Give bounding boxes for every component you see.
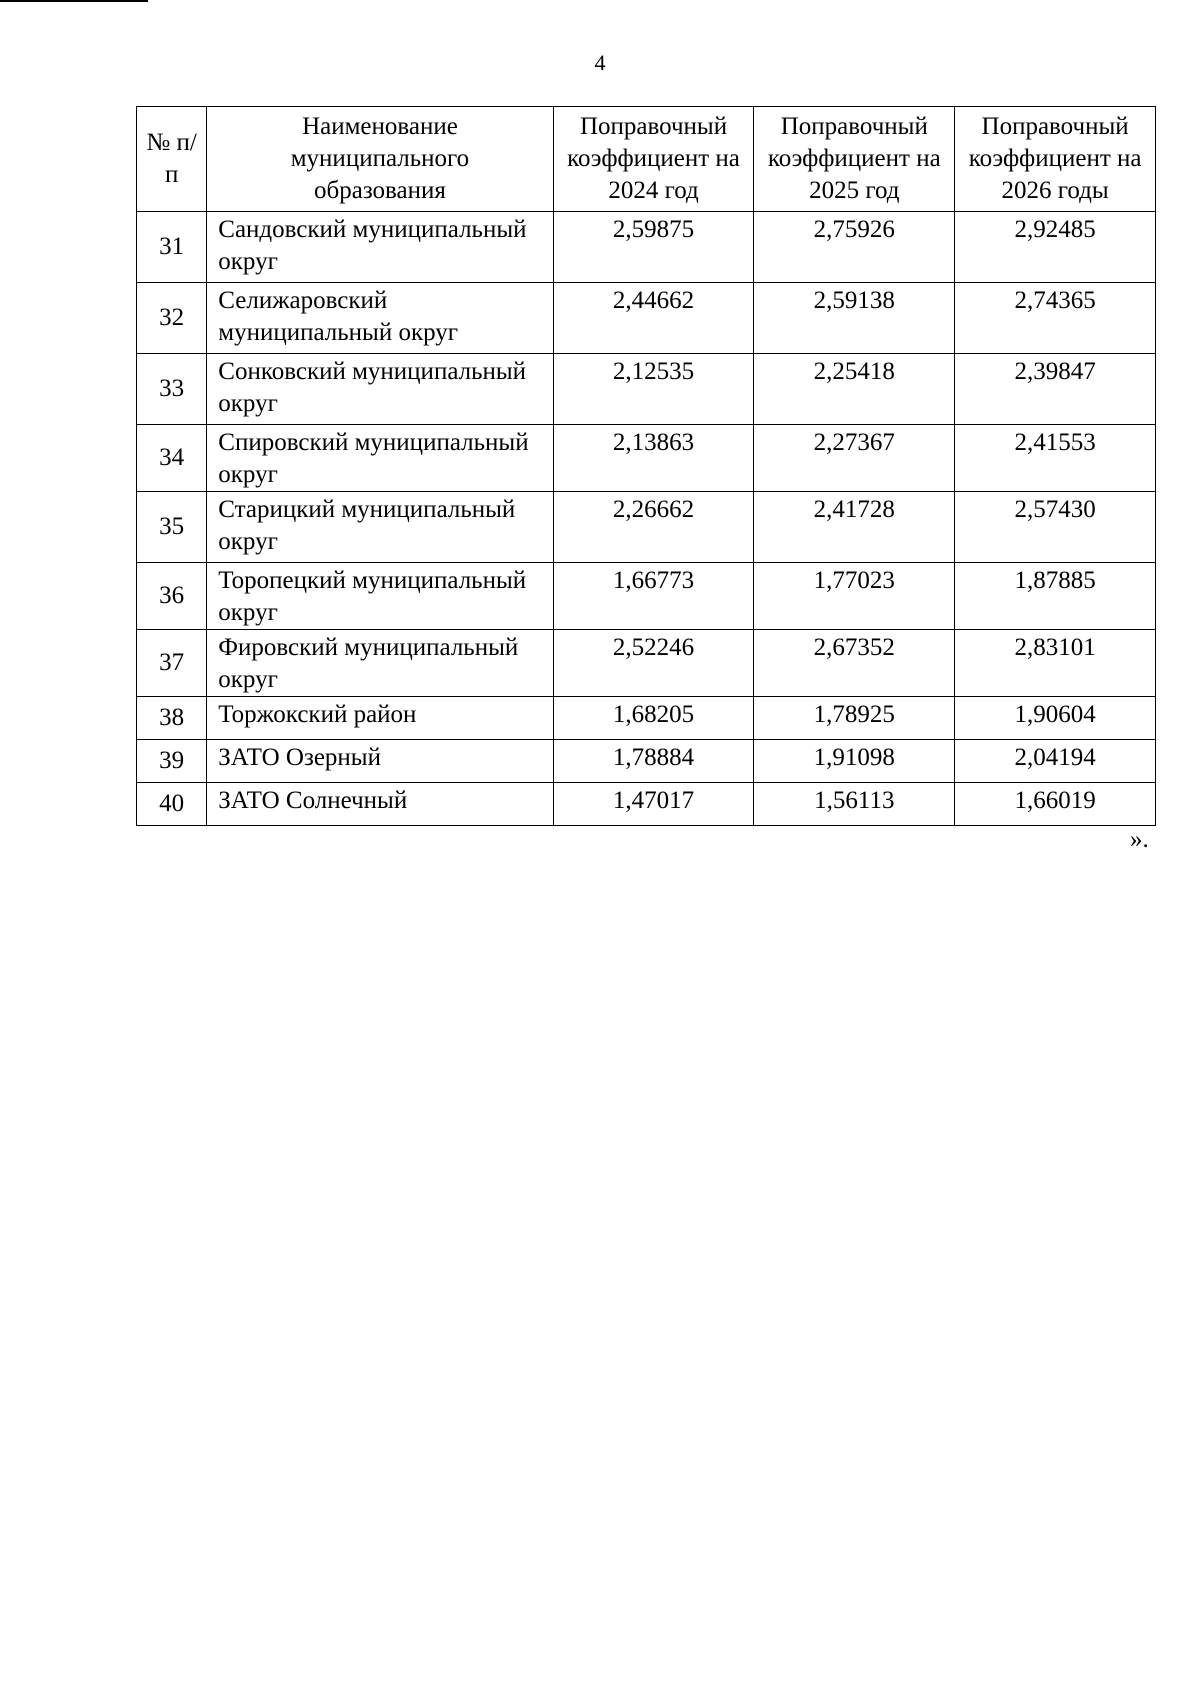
row-num: 34 xyxy=(137,425,207,492)
row-name: Торжокский район xyxy=(207,697,553,740)
row-coef-2024: 1,47017 xyxy=(553,783,754,826)
coefficient-table xyxy=(136,106,1156,826)
page-number: 4 xyxy=(594,50,606,75)
row-name: ЗАТО Солнечный xyxy=(207,783,553,826)
table-row xyxy=(137,425,1156,492)
row-name: Сонковский муниципальный округ xyxy=(207,354,553,425)
table-row xyxy=(137,697,1156,740)
row-coef-2026: 1,90604 xyxy=(955,697,1156,740)
row-coef-2024: 2,13863 xyxy=(553,425,754,492)
row-coef-2025: 2,59138 xyxy=(754,283,955,354)
row-num: 35 xyxy=(137,492,207,563)
row-coef-2026: 2,41553 xyxy=(955,425,1156,492)
row-coef-2025: 2,25418 xyxy=(754,354,955,425)
row-num: 37 xyxy=(137,630,207,697)
row-name: Спировский муниципальный округ xyxy=(207,425,553,492)
header-coef-2024: Поправочный коэффициент на 2024 год xyxy=(553,107,754,212)
row-coef-2024: 1,78884 xyxy=(553,740,754,783)
row-coef-2025: 1,77023 xyxy=(754,563,955,630)
row-coef-2025: 2,27367 xyxy=(754,425,955,492)
row-coef-2024: 2,44662 xyxy=(553,283,754,354)
row-name: ЗАТО Озерный xyxy=(207,740,553,783)
row-coef-2024: 1,66773 xyxy=(553,563,754,630)
row-coef-2025: 1,56113 xyxy=(754,783,955,826)
row-coef-2026: 2,57430 xyxy=(955,492,1156,563)
row-name: Фировский муниципальный округ xyxy=(207,630,553,697)
row-coef-2026: 1,87885 xyxy=(955,563,1156,630)
table-row xyxy=(137,492,1156,563)
row-coef-2026: 2,04194 xyxy=(955,740,1156,783)
row-coef-2026: 2,74365 xyxy=(955,283,1156,354)
row-coef-2024: 2,52246 xyxy=(553,630,754,697)
row-num: 33 xyxy=(137,354,207,425)
header-num: № п/п xyxy=(137,107,207,212)
header-coef-2025: Поправочный коэффициент на 2025 год xyxy=(754,107,955,212)
table-row xyxy=(137,283,1156,354)
row-coef-2024: 2,26662 xyxy=(553,492,754,563)
row-name: Старицкий муниципальный округ xyxy=(207,492,553,563)
table-row xyxy=(137,354,1156,425)
row-coef-2025: 2,41728 xyxy=(754,492,955,563)
row-coef-2024: 1,68205 xyxy=(553,697,754,740)
row-num: 38 xyxy=(137,697,207,740)
row-num: 40 xyxy=(137,783,207,826)
row-coef-2025: 1,78925 xyxy=(754,697,955,740)
row-num: 32 xyxy=(137,283,207,354)
table-row xyxy=(137,630,1156,697)
table-row xyxy=(137,563,1156,630)
row-num: 36 xyxy=(137,563,207,630)
table-header-row xyxy=(137,107,1156,212)
scan-edge-line xyxy=(0,0,148,2)
row-name: Торопецкий муниципальный округ xyxy=(207,563,553,630)
table-row xyxy=(137,783,1156,826)
row-coef-2025: 2,67352 xyxy=(754,630,955,697)
row-num: 39 xyxy=(137,740,207,783)
row-coef-2026: 1,66019 xyxy=(955,783,1156,826)
row-coef-2025: 1,91098 xyxy=(754,740,955,783)
closing-quote-mark: ». xyxy=(1130,826,1149,853)
row-coef-2025: 2,75926 xyxy=(754,212,955,283)
row-num: 31 xyxy=(137,212,207,283)
row-coef-2024: 2,12535 xyxy=(553,354,754,425)
row-coef-2026: 2,83101 xyxy=(955,630,1156,697)
header-name: Наименование муниципального образования xyxy=(207,107,553,212)
row-name: Селижаровский муниципальный округ xyxy=(207,283,553,354)
row-name: Сандовский муниципальный округ xyxy=(207,212,553,283)
header-coef-2026: Поправочный коэффициент на 2026 годы xyxy=(955,107,1156,212)
table-row xyxy=(137,740,1156,783)
table-row xyxy=(137,212,1156,283)
row-coef-2026: 2,39847 xyxy=(955,354,1156,425)
row-coef-2026: 2,92485 xyxy=(955,212,1156,283)
row-coef-2024: 2,59875 xyxy=(553,212,754,283)
